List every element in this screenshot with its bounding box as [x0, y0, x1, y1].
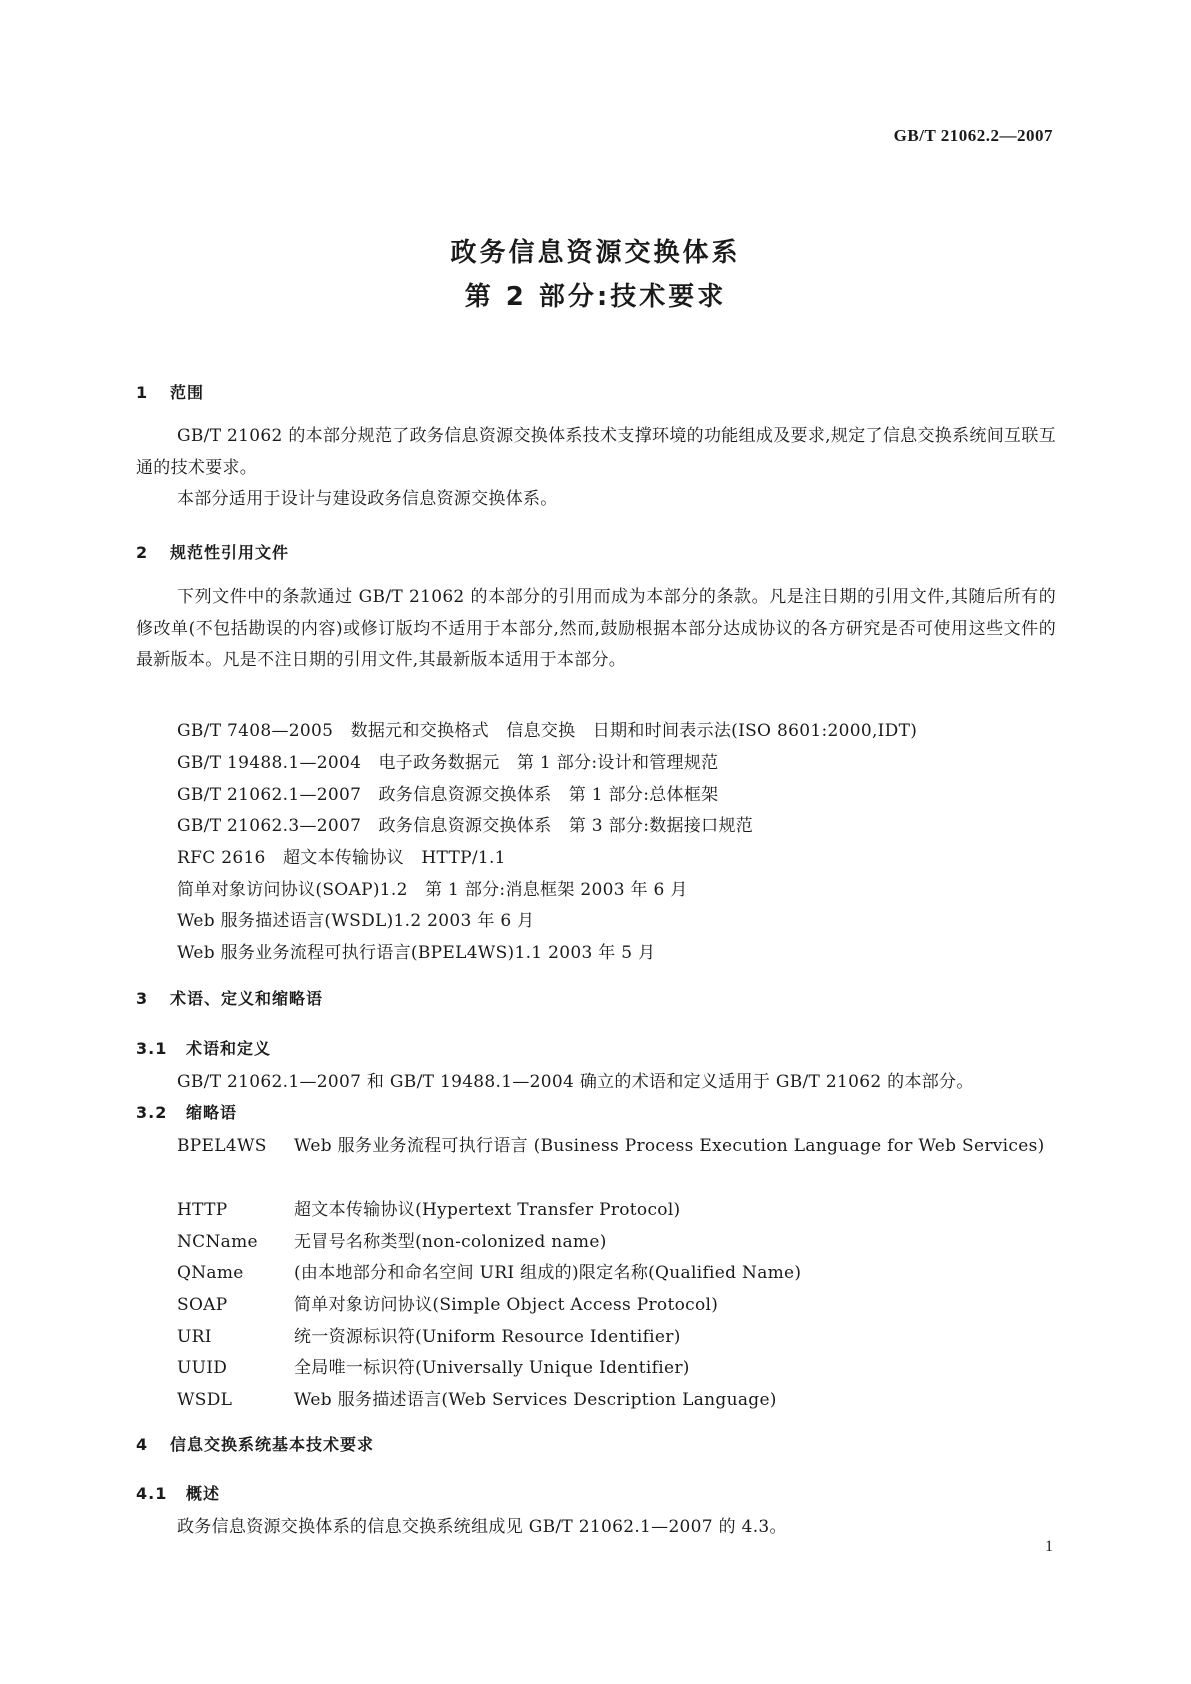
- reference-item: GB/T 7408—2005 数据元和交换格式 信息交换 日期和时间表示法(ISO 8601:2000,IDT): [177, 721, 918, 741]
- section-2-paragraph-1: 下列文件中的条款通过 GB/T 21062 的本部分的引用而成为本部分的条款。凡是注日期的引用文件,其随后所有的修改单(不包括勘误的内容)或修订版均不适用于本部分,然而,鼓励根据本部分达成协议的各方研究是否可使用这些文件的最新版本。凡是不注日期的引用文件,其最新版本适用于本部分。: [136, 587, 1056, 670]
- abbreviation-description: 简单对象访问协议(Simple Object Access Protocol): [294, 1295, 719, 1315]
- section-3-1-heading: [136, 1036, 271, 1059]
- document-title-line2: 第 2 部分:技术要求: [464, 282, 727, 312]
- abbreviation-term: UUID: [177, 1358, 228, 1378]
- abbreviation-row: [177, 1385, 777, 1410]
- abbreviation-row: [177, 1322, 681, 1347]
- document-title-line1: 政务信息资源交换体系: [450, 238, 741, 268]
- section-title: 术语、定义和缩略语: [170, 989, 324, 1008]
- abbreviation-row: [177, 1258, 801, 1283]
- abbreviation-term: SOAP: [177, 1295, 228, 1315]
- section-1-paragraph-2: 本部分适用于设计与建设政务信息资源交换体系。: [177, 489, 558, 509]
- abbreviation-description: 全局唯一标识符(Universally Unique Identifier): [294, 1358, 690, 1378]
- abbreviation-term: QName: [177, 1263, 244, 1283]
- section-title: 缩略语: [186, 1103, 238, 1122]
- abbreviation-row: [177, 1290, 718, 1315]
- reference-item: Web 服务业务流程可执行语言(BPEL4WS)1.1 2003 年 5 月: [177, 943, 656, 963]
- reference-item: GB/T 19488.1—2004 电子政务数据元 第 1 部分:设计和管理规范: [177, 753, 719, 773]
- abbreviation-description: 无冒号名称类型(non-colonized name): [294, 1232, 607, 1252]
- abbreviation-description: Web 服务业务流程可执行语言 (Business Process Execution Language for Web Services): [294, 1136, 1045, 1156]
- section-title: 信息交换系统基本技术要求: [170, 1435, 375, 1454]
- section-number: 3.2: [136, 1103, 168, 1122]
- section-title: 规范性引用文件: [170, 543, 290, 562]
- reference-item: GB/T 21062.1—2007 政务信息资源交换体系 第 1 部分:总体框架: [177, 785, 719, 805]
- section-number: 3: [136, 989, 149, 1008]
- section-title: 概述: [186, 1484, 221, 1503]
- reference-item: 简单对象访问协议(SOAP)1.2 第 1 部分:消息框架 2003 年 6 月: [177, 880, 688, 900]
- section-1-heading: [136, 380, 204, 403]
- section-number: 2: [136, 543, 149, 562]
- section-4-1-paragraph: 政务信息资源交换体系的信息交换系统组成见 GB/T 21062.1—2007 的 4.3。: [177, 1517, 787, 1537]
- section-title: 范围: [170, 383, 205, 402]
- section-number: 4: [136, 1435, 149, 1454]
- abbreviation-term: HTTP: [177, 1200, 228, 1220]
- abbreviation-term: BPEL4WS: [177, 1136, 267, 1156]
- section-3-1-paragraph: GB/T 21062.1—2007 和 GB/T 19488.1—2004 确立的术语和定义适用于 GB/T 21062 的本部分。: [177, 1072, 974, 1092]
- section-4-heading: [136, 1432, 374, 1455]
- abbreviation-term: URI: [177, 1327, 212, 1347]
- section-3-2-heading: [136, 1100, 237, 1123]
- section-number: 3.1: [136, 1039, 168, 1058]
- reference-item: Web 服务描述语言(WSDL)1.2 2003 年 6 月: [177, 911, 535, 931]
- abbreviation-row: [177, 1195, 681, 1220]
- abbreviation-term: WSDL: [177, 1390, 233, 1410]
- reference-item: RFC 2616 超文本传输协议 HTTP/1.1: [177, 848, 506, 868]
- abbreviation-description: 超文本传输协议(Hypertext Transfer Protocol): [294, 1200, 681, 1220]
- abbreviation-row: [136, 1131, 1056, 1163]
- standard-code: GB/T 21062.2—2007: [893, 126, 1053, 145]
- abbreviation-description: 统一资源标识符(Uniform Resource Identifier): [294, 1327, 681, 1347]
- abbreviation-row: [177, 1353, 690, 1378]
- section-2-heading: [136, 540, 289, 563]
- section-title: 术语和定义: [186, 1039, 272, 1058]
- abbreviation-description: (由本地部分和命名空间 URI 组成的)限定名称(Qualified Name): [294, 1263, 802, 1283]
- reference-item: GB/T 21062.3—2007 政务信息资源交换体系 第 3 部分:数据接口规范: [177, 816, 754, 836]
- abbreviation-row: [177, 1227, 607, 1252]
- section-3-heading: [136, 986, 323, 1009]
- abbreviation-term: NCName: [177, 1232, 258, 1252]
- section-number: 4.1: [136, 1484, 168, 1503]
- section-1-paragraph-1: GB/T 21062 的本部分规范了政务信息资源交换体系技术支撑环境的功能组成及要求,规定了信息交换系统间互联互通的技术要求。: [136, 426, 1056, 478]
- section-number: 1: [136, 383, 149, 402]
- page-number: 1: [1045, 1538, 1053, 1555]
- section-4-1-heading: [136, 1481, 220, 1504]
- abbreviation-description: Web 服务描述语言(Web Services Description Language): [294, 1390, 777, 1410]
